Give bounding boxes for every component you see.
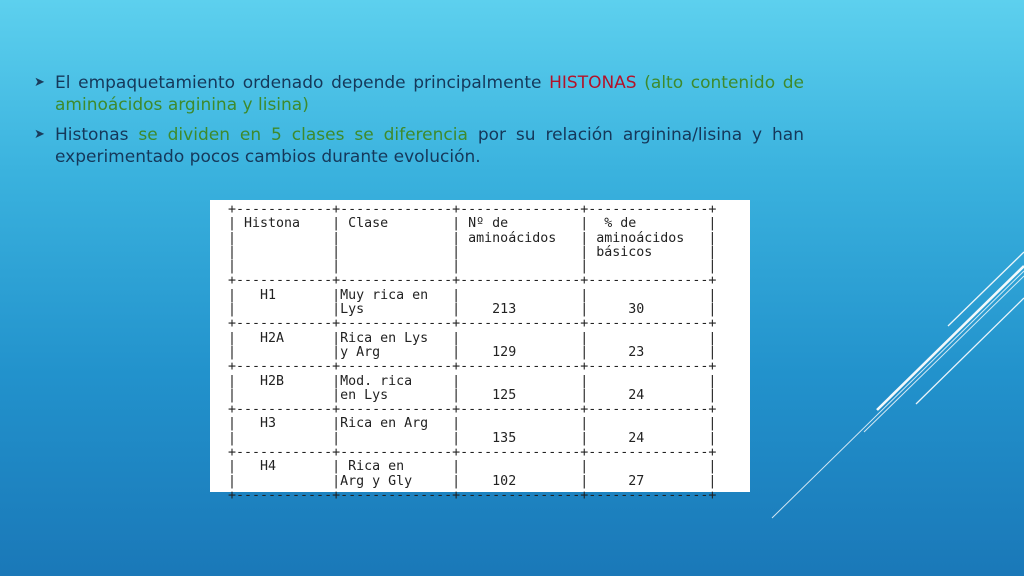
bullet-text-segment: por su relación arginina/lisina y han experimentado pocos cambios durante evolución. xyxy=(55,125,804,167)
bullet-item xyxy=(34,72,804,116)
arrow-bullet-icon: ➤ xyxy=(34,75,45,90)
bullet-list xyxy=(34,72,804,176)
bullet-text-segment: El empaquetamiento ordenado depende principalmente xyxy=(55,73,550,93)
histone-table: +------------+--------------+---------------+---------------+ | Histona | Clase | Nº de | % de | | | | aminoácidos | aminoácidos | | | | | básicos | | | | | | +------------+--------------+---------------+---------------+ | H1 |Muy rica en | | | | |Lys | 213 | 30 | +------------+--------------+---------------+---------------+ | H2A |Rica en Lys | | | | |y Arg | 129 | 23 | +------------+--------------+---------------+---------------+ | H2B |Mod. rica | | | | |en Lys | 125 | 24 | +------------+--------------+---------------+---------------+ | H3 |Rica en Arg | | | | | | 135 | 24 | +------------+--------------+---------------+---------------+ | H4 | Rica en | | | | |Arg y Gly | 102 | 27 | +------------+--------------+---------------+---------------+ xyxy=(228,202,717,503)
bullet-text-segment: Histonas xyxy=(55,125,139,145)
histone-table-image xyxy=(210,200,750,503)
bullet-item xyxy=(34,124,804,168)
bullet-text-segment: se dividen en 5 clases se diferencia xyxy=(138,125,468,145)
bullet-text-segment: (alto contenido de aminoácidos arginina y lisina) xyxy=(55,73,804,115)
arrow-bullet-icon: ➤ xyxy=(34,127,45,142)
bullet-text-segment: HISTONAS xyxy=(549,73,637,93)
